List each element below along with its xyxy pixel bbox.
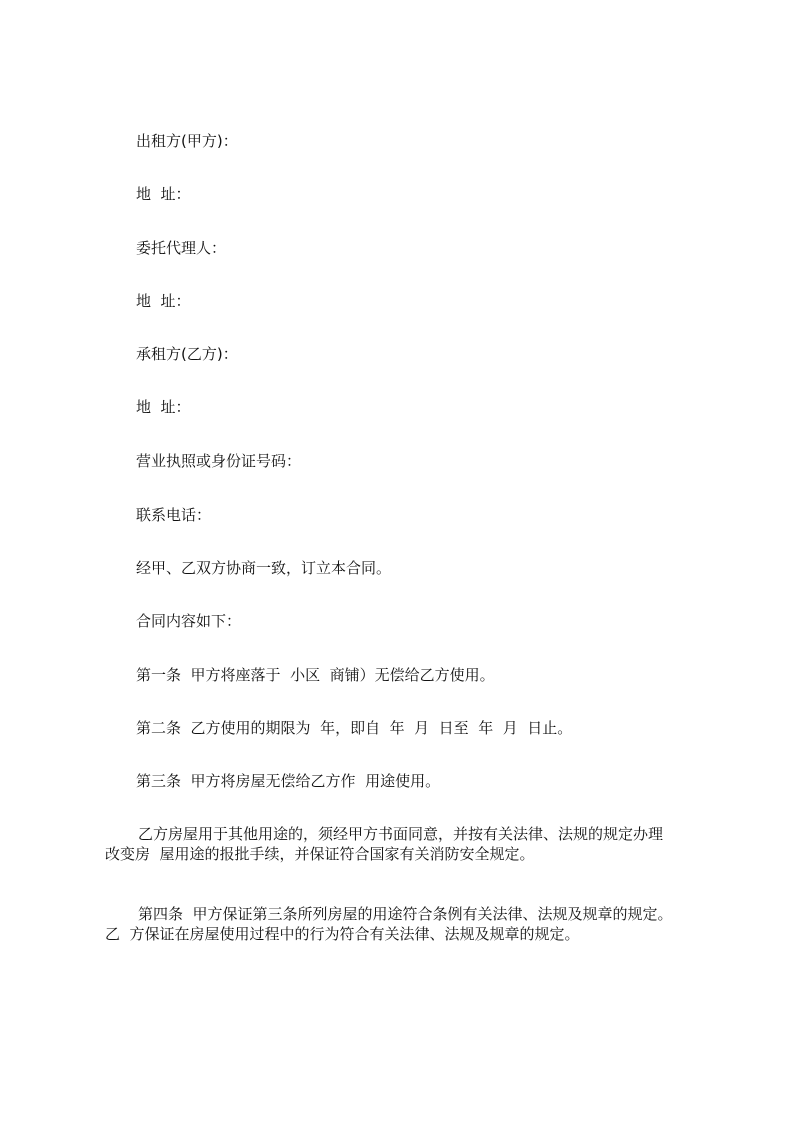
agent-label: 委托代理人：	[136, 239, 227, 257]
article-1: 第一条 甲方将座落于 小区 商铺）无偿给乙方使用。	[136, 666, 495, 684]
article-4-paragraph	[105, 904, 725, 944]
content-intro: 合同内容如下：	[136, 612, 242, 630]
license-id-label: 营业执照或身份证号码：	[136, 452, 302, 470]
article-4-line-2: 乙 方保证在房屋使用过程中的行为符合有关法律、法规及规章的规定。	[105, 925, 580, 943]
lessor-label: 出租方(甲方)：	[136, 132, 238, 150]
agent-address-label: 地 址：	[136, 292, 191, 310]
usage-change-paragraph	[105, 824, 725, 864]
article-4-line-1: 第四条 甲方保证第三条所列房屋的用途符合条例有关法律、法规及规章的规定。	[138, 905, 673, 923]
lessee-address-label: 地 址：	[136, 398, 191, 416]
lessee-label: 承租方(乙方)：	[136, 345, 238, 363]
usage-change-line-1: 乙方房屋用于其他用途的，须经甲方书面同意，并按有关法律、法规的规定办理	[138, 825, 664, 843]
article-2: 第二条 乙方使用的期限为 年，即自 年 月 日至 年 月 日止。	[136, 719, 573, 737]
lessor-address-label: 地 址：	[136, 185, 191, 203]
usage-change-line-2: 改变房 屋用途的报批手续，并保证符合国家有关消防安全规定。	[105, 845, 535, 863]
phone-label: 联系电话：	[136, 506, 212, 524]
agreement-statement: 经甲、乙双方协商一致，订立本合同。	[136, 559, 392, 577]
article-3: 第三条 甲方将房屋无偿给乙方作 用途使用。	[136, 772, 441, 790]
